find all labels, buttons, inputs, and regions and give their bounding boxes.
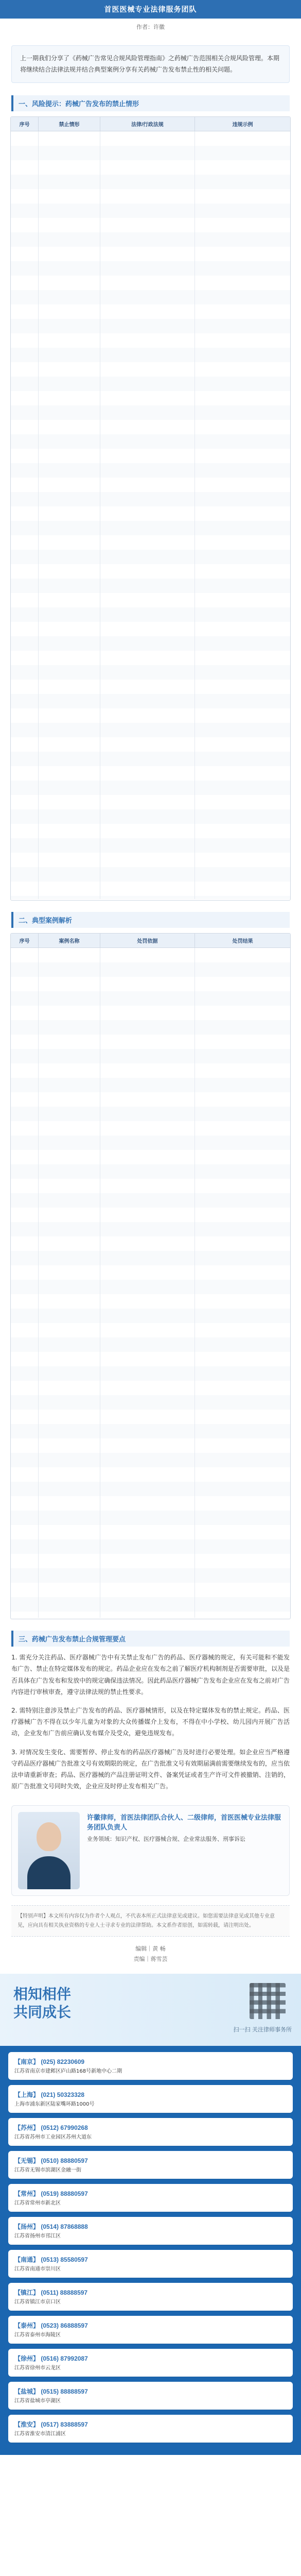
- cases-grid-col-1: [11, 948, 39, 1618]
- cases-grid-col-2: [39, 948, 100, 1618]
- reviewer-line: 责编｜蒋雪芸: [133, 1956, 168, 1963]
- office-city: 【淮安】: [14, 2420, 40, 2428]
- section-title-risk: 一、风险提示：药械广告发布的禁止情形: [11, 95, 290, 111]
- banner-title-line-2: 共同成长: [13, 2004, 72, 2020]
- avatar-body: [27, 1856, 70, 1889]
- guidance-para-3: 3. 对情况发生变化、需要暂停、停止发布的药品医疗器械广告及时进行必要处理。如企业应当严格遵守药品医疗器械广告批准文号有效期限的规定，在广告批准文号有效期届满前需要继续发布的，应当依法申请重新审查；药品、医疗器械的产品注册证明文件、备案凭证或者生产许可文件被撤销、注销的，原广告批准文号同时失效，企业应及时停止发布相关广告。: [11, 1748, 290, 1790]
- intro-box: [11, 45, 290, 83]
- cases-table-body: [11, 948, 290, 1618]
- office-line: [14, 2288, 287, 2297]
- cases-header-col-4: 处罚结果: [232, 939, 253, 945]
- banner-title-line-1: 相知相伴: [13, 1986, 72, 2002]
- risk-table-grid: [11, 131, 290, 899]
- banner-subtitle: 扫一扫 关注律师事务所: [233, 2026, 292, 2033]
- office-item: [8, 2283, 293, 2311]
- guidance-para-2: 2. 需特别注意涉及禁止广告发布的药品、医疗器械情形，以及在特定媒体发布的禁止规定。药品、医疗器械广告不得在以少年儿童为对象的大众传播媒介上发布，不得在中小学校、幼儿园内开展广告活动，企业发布广告前应确认发布媒介及受众，避免违规发布。: [11, 1706, 290, 1737]
- office-line: [14, 2420, 287, 2429]
- cases-table: [10, 933, 291, 1619]
- cases-grid-col-3: [100, 948, 196, 1618]
- office-tel: (0517) 83888597: [41, 2420, 88, 2428]
- office-item: [8, 2250, 293, 2278]
- office-city: 【南京】: [14, 2058, 40, 2065]
- office-item: [8, 2349, 293, 2377]
- intro-text: 上一期我们分享了《药械广告常见合规风险管理指南》之药械广告范围相关合规风险管理。本期将继续结合法律法规并结合典型案例分享有关药械广告发布禁止性的相关问题。: [20, 55, 280, 73]
- topbar: [0, 0, 301, 19]
- office-address: 上海市浦东新区陆家嘴环路1000号: [14, 2101, 95, 2107]
- office-line: [14, 2354, 287, 2363]
- office-city: 【盐城】: [14, 2387, 40, 2395]
- risk-grid-col-1: [11, 131, 39, 899]
- office-tel: (025) 82230609: [41, 2058, 85, 2065]
- office-city: 【上海】: [14, 2091, 40, 2098]
- cases-header-col-3: 处罚依据: [100, 934, 196, 947]
- office-item: [8, 2217, 293, 2245]
- office-item: [8, 2415, 293, 2443]
- office-line: [14, 2387, 287, 2396]
- office-city: 【苏州】: [14, 2124, 40, 2131]
- office-city: 【常州】: [14, 2190, 40, 2197]
- office-address: 江苏省无锡市滨湖区金融一街: [14, 2167, 81, 2173]
- office-line: [14, 2255, 287, 2264]
- office-address: 江苏省南京市建邺区庐山路168号新地中心二期: [14, 2068, 122, 2074]
- cases-header-col-2: 案例名称: [39, 934, 100, 947]
- risk-grid-col-3: [100, 131, 196, 899]
- office-line: [14, 2321, 287, 2330]
- author-line: 作者：许徽: [136, 24, 165, 30]
- office-line: [14, 2090, 287, 2099]
- office-city: 【徐州】: [14, 2354, 40, 2362]
- office-tel: (0519) 88880597: [41, 2190, 88, 2197]
- risk-header-col-1: 序号: [11, 117, 39, 131]
- office-item: [8, 2316, 293, 2344]
- office-tel: (0523) 86888597: [41, 2321, 88, 2329]
- office-city: 【扬州】: [14, 2223, 40, 2230]
- avatar-head: [37, 1822, 61, 1851]
- office-item: [8, 2118, 293, 2146]
- office-address: 江苏省苏州市工业园区苏州大道东: [14, 2134, 92, 2140]
- office-address: 江苏省镇江市京口区: [14, 2299, 61, 2305]
- office-line: [14, 2156, 287, 2165]
- office-tel: (0513) 85580597: [41, 2256, 88, 2263]
- guidance-para-1: 1. 需充分关注药品、医疗器械广告中有关禁止发布广告的药品、医疗器械的规定，有关可能和不能发布广告、禁止在特定媒体发布的规定。药品企业应在发布之前了解医疗机构制剂是否需要审批，以及是否具体在广告发布和发放中的规定确保违法情况。因此药品医疗器械广告发布企业应在发布之前对广告内容进行审核审查，遵守法律法规的禁止性要求。: [11, 1654, 290, 1696]
- office-city: 【泰州】: [14, 2321, 40, 2329]
- office-tel: (0515) 88888597: [41, 2387, 88, 2395]
- office-tel: (0516) 87992087: [41, 2354, 88, 2362]
- section-title-cases: 二、典型案例解析: [11, 912, 290, 928]
- office-address: 江苏省南通市崇川区: [14, 2266, 61, 2272]
- risk-grid-col-2: [39, 131, 100, 899]
- office-address: 江苏省徐州市云龙区: [14, 2365, 61, 2371]
- risk-table: [10, 116, 291, 901]
- office-line: [14, 2057, 287, 2066]
- office-item: [8, 2052, 293, 2080]
- office-tel: (0514) 87868888: [41, 2223, 88, 2230]
- office-line: [14, 2222, 287, 2231]
- office-item: [8, 2382, 293, 2410]
- risk-table-header: [11, 117, 290, 131]
- banner-title: [13, 1985, 71, 2021]
- office-city: 【镇江】: [14, 2289, 40, 2296]
- profile-field-line: 业务领域：知识产权、医疗器械合规、企业常法服务、刑事诉讼: [87, 1836, 245, 1843]
- office-city: 【南通】: [14, 2256, 40, 2263]
- qr-code-icon: [250, 1983, 286, 2019]
- section-title-guidance: 三、药械广告发布禁止合规管理要点: [11, 1631, 290, 1647]
- office-address: 江苏省常州市新北区: [14, 2200, 61, 2206]
- avatar: [18, 1812, 80, 1889]
- office-item: [8, 2184, 293, 2212]
- office-line: [14, 2189, 287, 2198]
- office-tel: (0510) 88880597: [41, 2157, 88, 2164]
- cases-grid-col-4: [195, 948, 290, 1618]
- risk-header-col-4: 违规示例: [232, 122, 253, 128]
- office-address: 江苏省扬州市邗江区: [14, 2233, 61, 2239]
- risk-table-body: [11, 131, 290, 899]
- risk-header-col-3: 法律/行政法规: [100, 117, 196, 131]
- office-line: [14, 2123, 287, 2132]
- credits: [0, 1944, 301, 1964]
- office-address: 江苏省泰州市海陵区: [14, 2332, 61, 2338]
- office-address: 江苏省盐城市亭湖区: [14, 2398, 61, 2404]
- office-tel: (0512) 67990268: [41, 2124, 88, 2131]
- office-item: [8, 2085, 293, 2113]
- profile-text: [87, 1812, 283, 1889]
- risk-header-col-2: 禁止情形: [39, 117, 100, 131]
- profile-name-line: 许徽律师，首医法律团队合伙人、二级律师，首医医械专业法律服务团队负责人: [87, 1814, 281, 1832]
- editor-line: 编辑｜黄 畅: [135, 1945, 166, 1953]
- office-tel: (021) 50323328: [41, 2091, 85, 2098]
- team-title: 首医医械专业法律服务团队: [104, 5, 197, 13]
- risk-grid-col-4: [195, 131, 290, 899]
- cases-header-col-1: 序号: [11, 934, 39, 947]
- offices: [0, 2046, 301, 2455]
- office-item: [8, 2151, 293, 2179]
- office-city: 【无锡】: [14, 2157, 40, 2164]
- author-profile: [11, 1805, 290, 1896]
- office-tel: (0511) 88888597: [41, 2289, 88, 2296]
- office-address: 江苏省淮安市清江浦区: [14, 2431, 66, 2437]
- disclaimer: 【特别声明】本文所有内容仅为作者个人观点，不代表本所正式法律意见或建议。如您需要法律意见或其他专业意见，应向具有相关执业资格的专业人士寻求专业的法律帮助。本文系作者原创，如需转载，请注明出处。: [11, 1905, 290, 1937]
- cases-table-header: [11, 934, 290, 948]
- cases-table-grid: [11, 948, 290, 1618]
- follow-banner: [0, 1974, 301, 2046]
